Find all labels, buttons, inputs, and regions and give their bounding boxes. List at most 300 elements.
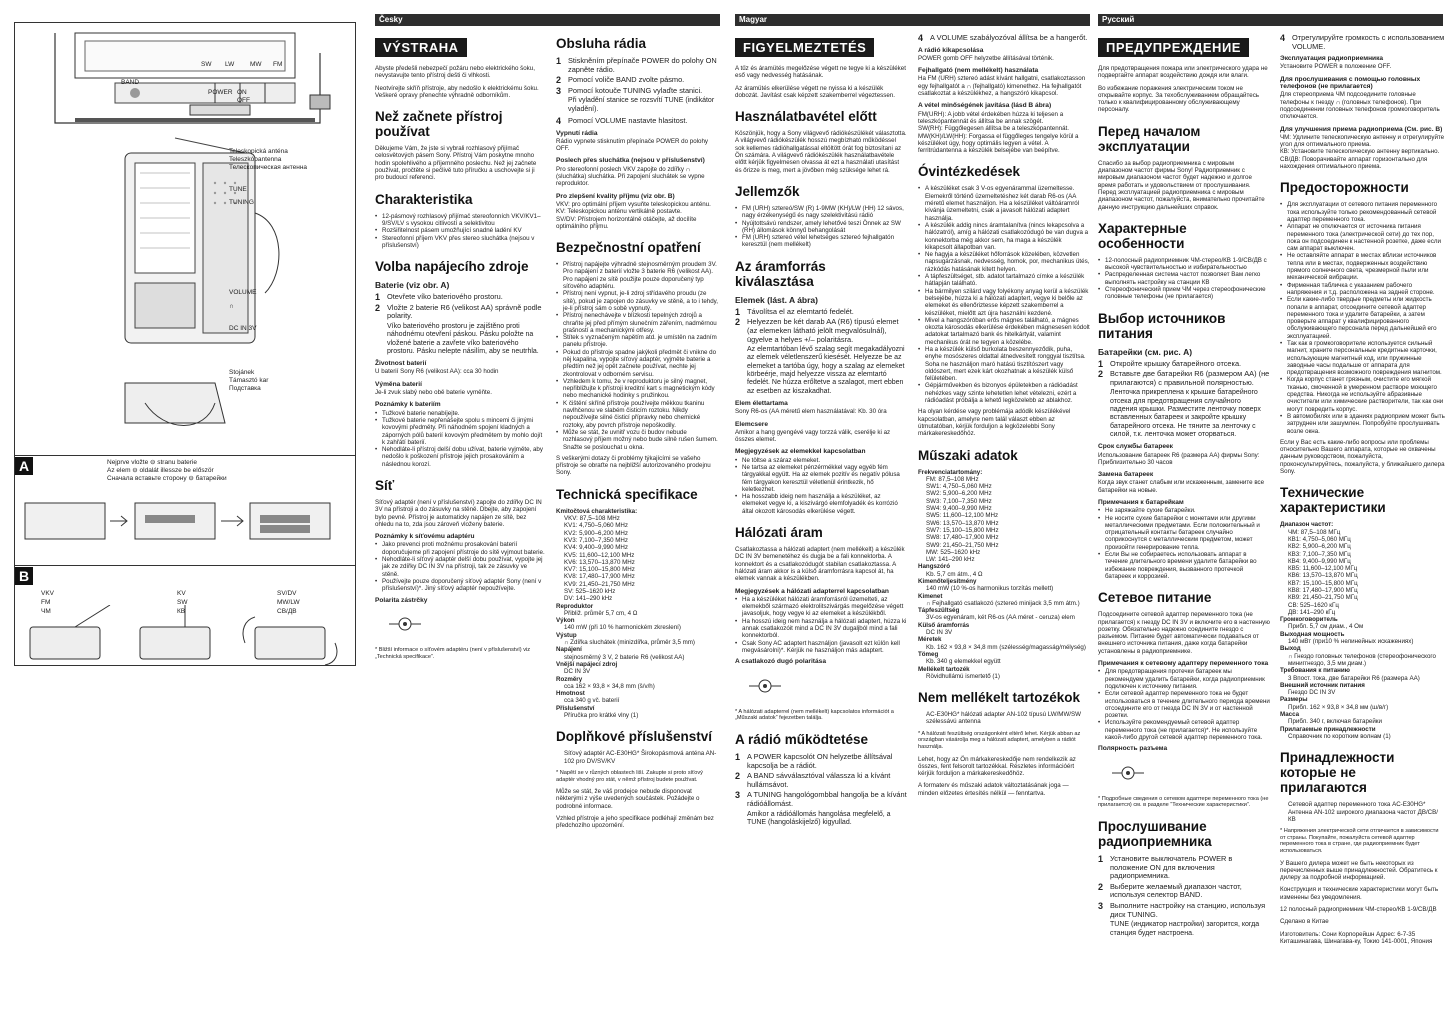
ru-features-list [1098, 257, 1270, 301]
hu-quality-fm: FM(URH): A jobb vétel érdekében húzza ki teljesen a teleszkópantennát és állítsa be annak szögét. [918, 110, 1064, 125]
hu-spec-more [918, 563, 1090, 680]
spec-value: 140 mW (při 10 % harmonickém zkreslení) [564, 624, 681, 632]
cz-notes-heading: Poznámky k bateriím [375, 401, 441, 409]
list-item: • Аппарат не отключается от источника питания переменного тока (электрической сети) до тех пор, пока он подсоединен к настенной розетке, даже если сам аппарат выключен. [1280, 223, 1445, 252]
hu-op-step-2: 2 A BAND sávválasztóval válassza ki a kívánt hullámsávot. [735, 772, 907, 789]
ru-before-text: Спасибо за выбор радиоприемника с мировым диапазоном частот фирмы Sony! Радиоприемник с мировым диапазоном частот будет надежно и долгое время работать и удовольствием от прослушивания. Перед эксплуатацией радиоприемника с мировым диапазоном частот, пожалуйста, внимательно прочитайте данную инструкцию дальнейших справок. [1098, 159, 1265, 211]
ru-features-heading: Характерные особенности [1098, 220, 1187, 251]
hu-headphones-heading: Fejhallgató (nem mellékelt) használata [918, 67, 1039, 75]
step-text: Отрегулируйте громкость с использованием VOLUME. [1292, 34, 1445, 51]
hungarian-column-1 [735, 34, 907, 1024]
hu-warning-text-2: Az áramütés elkerülése végett ne nyissa ki a készülék dobozát. Javítást csak képzett szakemberrel végeztessen. [735, 84, 895, 99]
spec-value: Прибл. 162 × 93,8 × 34,8 мм (ш/в/г) [1288, 703, 1389, 711]
ru-spec-freq-title: Диапазон частот: [1280, 521, 1334, 529]
spec-title: Příslušenství [556, 704, 595, 712]
spec-line: VKV: 87,5–108 MHz [564, 515, 620, 523]
spec-title: Kimenet [918, 592, 943, 600]
spec-line: КВ2: 5,900–6,200 МГц [1288, 543, 1351, 551]
list-item: • Когда корпус станет грязным, очистите его мягкой тканью, смоченной в умеренном растворе моющего средства. Никогда не используйте абразивные очистители или химические растворители, так как они могут повредить корпус. [1280, 376, 1445, 412]
spec-line: SW5: 11,600–12,100 MHz [926, 512, 999, 520]
list-item: • Так как в громкоговорителе используется сильный магнит, храните персональные кредитные карточки, использующие магнитный код, или пружинные заводные часы подальше от аппарата для предотвращения возможного повреждения магнитом. [1280, 340, 1445, 376]
step-text: Pomocí VOLUME nastavte hlasitost. [568, 115, 688, 125]
spec-title: Выход [1280, 645, 1301, 653]
b-sw-label-ru: КВ [177, 608, 186, 615]
cz-safety-list [556, 261, 718, 451]
spec-title: Výkon [556, 617, 575, 625]
cz-before-text: Děkujeme Vám, že jste si vybrali rozhlasový přijímač celosvětových pásem Sony. Přístroj Vám poskytne mnoho hodin spolehlivého a příjemného poslechu. Než jej začnete používat, pročtěte si pečlivě tuto příručku a uschovejte si ji pro budoucí referenci. [375, 145, 537, 182]
spec-line: KV3: 7,100–7,350 MHz [564, 536, 628, 544]
spec-value: cca 162 × 93,8 × 34,8 mm (š/v/h) [564, 682, 655, 690]
polarity-icon [1108, 758, 1148, 788]
czech-column-2 [556, 34, 718, 1024]
spec-title: Требования к питанию [1280, 667, 1350, 675]
cz-features-list [375, 213, 545, 249]
list-item: • Для эксплуатации от сетевого питания переменного тока используйте только рекомендованный сетевой адаптер переменного тока. [1280, 201, 1445, 223]
b-mw-label-ru: СВ/ДВ [277, 608, 297, 615]
list-item: • Не носите сухие батарейки с монетами или другими металлическими предметами. Если положительный и отрицательный контакты батареек случайно соприкоснутся с металлическим предметом, может произойти генерирование тепла. [1098, 515, 1270, 551]
hu-features-heading: Jellemzők [735, 183, 800, 199]
hu-optional-heading: Nem mellékelt tartozékok [918, 690, 1081, 706]
spec-title: Выходная мощность [1280, 630, 1345, 638]
cz-op-step-1: 1 Stiskněním přepínače POWER do polohy ON zapněte rádio. [556, 56, 717, 74]
cz-battery-step-1: 1 Otevřete víko bateriového prostoru. [375, 292, 503, 303]
hu-adapter-heading: Megjegyzések a hálózati adapterrel kapcsolatban [735, 587, 889, 595]
spec-line: KV5: 11,600–12,100 MHz [564, 551, 635, 559]
ru-footnote: * Подробные сведения о сетевом адаптере переменного тока (не прилагается) см. в разделе “Технические характеристики”. [1098, 795, 1269, 809]
hu-optional-text: AC-E30HG* hálózati adapter AN-102 típusú LW/MW/SW szélessávú antenna [926, 711, 1081, 726]
list-item: • Přístroj napájejte výhradně stejnosměrným proudem 3V. Pro napájení z baterií vložte 3 baterie R6 (velikost AA). Pro napájení ze sítě použijte pouze doporučený typ síťového adaptéru. [556, 261, 718, 290]
ru-battery-step-1: 1 Откройте крышку батарейного отсека. [1098, 358, 1242, 369]
spec-value: 140 мВт (при10 % нелинейных искажениях) [1288, 638, 1414, 646]
list-item: • Ha a készüléket hálózati áramforrásról üzemelteti, az elemekből származó elektrolitszivárgás megelőzése végett javasoljuk, hogy vegye ki az elemeket a készülékből. [735, 596, 907, 618]
section-b-marker: B [15, 567, 33, 585]
spec-title: Hangszóró [918, 563, 950, 571]
list-item: • Tužkové baterie nepřenášejte spolu s mincemi či jinými kovovými předměty. Při náhodném spojení kladných a záporných pólů baterií kovovým předmětem by mohlo dojít k zahřátí baterií. [375, 417, 545, 446]
spec-line: ДВ: 141–290 кГц [1288, 608, 1336, 616]
ru-spec-more [1280, 616, 1445, 740]
section-a-marker: A [15, 457, 33, 475]
list-item: • Stereofonní příjem VKV přes stereo sluchátka (nejsou v příslušenství) [375, 235, 545, 250]
spec-line: SW4: 9,400–9,990 MHz [926, 505, 992, 513]
step-text: Helyezzen be két darab AA (R6) típusú elemet (az elemeken látható jelölt megvalósulnál), ügyelve a helyes +/– polaritásra. [747, 317, 899, 344]
spec-title: Külső áramforrás [918, 621, 970, 629]
spec-value: stejnosměrný 3 V, 2 baterie R6 (velikost AA) [564, 653, 685, 661]
cz-life-text: U baterií Sony R6 (velikost AA): cca 30 hodin [375, 368, 499, 376]
hu-features-list [735, 205, 907, 249]
ru-manufacturer: Изготовитель: Сони Корпорейшн Адрес: 6-7-35 Киташинагава, Шинагава-ку, Токио 141-0001, Япония [1280, 930, 1433, 945]
list-item: • Pokud do přístroje spadne jakýkoli předmět či vnikne do něj kapalina, vypojte síťový adaptér, vyjměte baterie a předtím než jej opět začnete používat, nechte jej zkontrolovat v odborném servisu. [556, 349, 718, 378]
list-item: • Používejte pouze doporučený síťový adaptér Sony (není v příslušenství)*. Jiný síťový adaptér nepoužívejte. [375, 578, 545, 593]
spec-line: LW: 141–290 kHz [926, 556, 975, 564]
cz-warning-title: VÝSTRAHA [375, 38, 467, 57]
hu-battery-step-1: 1 Távolítsa el az elemtartó fedelét. [735, 306, 854, 317]
cz-off-text: Rádio vypnete stisknutím přepínače POWER do polohy OFF. [556, 137, 709, 153]
spec-line: KV4: 9,400–9,990 MHz [564, 544, 628, 552]
list-item: • Přístroj není vypnut, je-li zdroj střídavého proudu (ze sítě), pokud je zapojen do zásuvky ve stěně, a to i tehdy, je-li přístroj sám o sobě vypnutý. [556, 290, 718, 312]
spec-value: ∩ Гнездо головных телефонов (стереофонического миниггнездо, 3,5 мм диам.) [1288, 652, 1436, 667]
list-item: • Ne tartsa az elemeket pénzérmékkel vagy egyéb fém tárgyakkal együtt. Ha az elemek pozitív és negatív pólusa fém tárgyakon keresztül véletlenül érintkezik, hő keletkezhet. [735, 464, 907, 493]
list-item: • Если какие-либо твердые предметы или жидкость попали в аппарат, отсоедините сетевой адаптер переменного тока и удалите батарейки, а затем проверьте аппарат у квалифицированного обслуживающего персонала перед дальнейшей его эксплуатацией. [1280, 296, 1445, 340]
list-item: • Gépjárművekben és bizonyos épületekben a rádióadást nehézkes vagy szinte lehetetlen lehet vételezni, ezért a rádióadást próbálja a lehető legközelebb az ablakhoz. [918, 382, 1090, 404]
hu-off-heading: A rádió kikapcsolása [918, 46, 984, 54]
hu-safety-text: Ha olyan kérdése vagy problémája adódik készülékével kapcsolatban, amelyre nem talál választ ebben az útmutatóban, kérjük forduljon a legközelebbi Sony márkakereskedőhöz. [918, 408, 1071, 438]
ru-quality-heading: Для улучшения приема радиоприема (См. рис. B) [1280, 125, 1443, 133]
step-text: A TUNING hangológombbal hangolja be a kívánt rádióállomást. [747, 790, 907, 808]
spec-title: Tömeg [918, 650, 939, 658]
band-label: BAND [121, 79, 140, 86]
hu-off-text: POWER gomb OFF helyzetbe állításával történik. [918, 54, 1054, 62]
hu-net-heading: Hálózati áram [735, 525, 823, 541]
ru-adapter-heading: Примечания к сетевому адаптеру переменного тока [1098, 660, 1269, 668]
spec-title: Внешний источник питания [1280, 681, 1365, 689]
band-lw-label: LW [225, 61, 235, 68]
spec-line: SW8: 17,480–17,900 MHz [926, 534, 999, 542]
hu-op-step-3-note: Amikor a rádióállomás hangolása megfelelő, a TUNE (hangoláskijelző) kigyullad. [747, 810, 891, 826]
spec-line: КВ5: 11,600–12,100 МГц [1288, 565, 1358, 573]
russian-column-1 [1098, 34, 1270, 1024]
cz-replace-text: Je-li zvuk slabý nebo obě baterie vyměňte. [375, 389, 492, 397]
list-item: • FM (URH) sztereó/SW (R) 1-9MW (KH)/LW (HH) 12 sávos, nagy érzékenységű és nagy szelektivitású rádió [735, 205, 907, 220]
russian-column-2 [1280, 34, 1445, 1024]
spec-value: DC IN 3V [564, 668, 591, 676]
spec-title: Napájení [556, 646, 582, 654]
hu-replace-heading: Elemcsere [735, 420, 768, 428]
ru-life-text: Использование батареек R6 (размера AA) фирмы Sony: Приблизительно 30 часов [1098, 451, 1260, 466]
stand-label-hu: Támasztó kar [229, 377, 269, 384]
cz-safety-text: S veškerými dotazy či problémy týkajícími se vašeho přístroje se obraťte na nejbližší autorizovaného prodejnu Sony. [556, 454, 711, 477]
hu-quality-sw: SW(RH): Függőlegesen állítsa be a teleszkópantennát. [918, 125, 1069, 133]
spec-value: Rövidhullámú ismertető (1) [926, 672, 1000, 680]
cz-life-heading: Životnost baterií [375, 360, 427, 368]
step-text: A VOLUME szabályozóval állítsa be a hangerőt. [930, 34, 1088, 42]
ru-headphones-text: Для стереоприема ЧМ подсоедините головные телефоны к гнезду ∩ (головных телефонов). При подсоединении головных телефонов громкоговоритель отключается. [1280, 91, 1440, 121]
ru-optional-heading: Принадлежности которые не прилагаются [1280, 750, 1395, 796]
list-item: • Ha bármilyen szilárd vagy folyékony anyag kerül a készülék belsejébe, húzza ki a hálózati adaptert, vegye ki belőle az elemeket és ellenőriztesse képzett szakemberrel a készüléket, mielőtt azt újra használni kezdené. [918, 288, 1090, 317]
ru-safety-heading: Предосторожности [1280, 180, 1409, 196]
spec-line: СВ: 525–1620 кГц [1288, 601, 1339, 609]
spec-line: SW7: 15,100–15,800 MHz [926, 526, 999, 534]
hu-quality-heading: A vétel minőségének javítása (lásd B ábra) [918, 102, 1052, 110]
spec-value: 140 mW (10 %-os harmonikus torzítás mellett) [926, 585, 1054, 593]
battery-instruction-hu: Az elem ⊖ oldalát illessze be először [107, 467, 214, 474]
spec-line: SW3: 7,100–7,350 MHz [926, 497, 992, 505]
hu-safety-list [918, 185, 1090, 404]
spec-line: КВ1: 4,750–5,060 МГц [1288, 535, 1351, 543]
ru-off-heading: Эксплуатация радиоприемника [1280, 55, 1384, 63]
spec-line: DV: 141–290 kHz [564, 595, 613, 603]
list-item: • Фирменная табличка с указанием рабочего напряжения и т.д. расположена на задней стороне. [1280, 282, 1445, 297]
spec-line: KV1: 4,750–5,060 MHz [564, 522, 628, 530]
cz-optional-text: Síťový adaptér AC-E30HG* Širokopásmová anténa AN-102 pro DV/SV/KV [564, 750, 717, 765]
cz-warning-text-1: Abyste předešli nebezpečí požáru nebo elektrického šoku, nevystavujte tento přístroj dešti či vlhkosti. [375, 65, 535, 80]
cz-battery-heading: Baterie (viz obr. A) [375, 280, 450, 291]
ru-adapter-list [1098, 668, 1270, 741]
cz-headphones-text: Pro stereofonní poslech VKV zapojte do zdířky ∩ (sluchátka) sluchátka. Při zapojení sluchátek se vypne reproduktor. [556, 165, 705, 188]
ru-op-step-3: 3 Выполните настройку на станцию, используя диск TUNING. [1098, 902, 1270, 919]
hu-before-heading: Használatbavétel előtt [735, 109, 877, 125]
step-text: Távolítsa el az elemtartó fedelét. [747, 306, 854, 316]
hu-spec-heading: Műszaki adatok [918, 447, 1018, 463]
spec-line: ЧМ: 87,5–108 МГц [1288, 528, 1341, 536]
list-item: • Ne hagyja a készüléket hőforrások közelében, közvetlen napsugárzásnak, nedvesség, homok, por, mechanikus ütés, rázkódás hatásának kitett helyen. [918, 251, 1090, 273]
cz-optional-note: * Napětí se v různých oblastech liší. Zakupte si proto síťový adaptér vhodný pro stát, v němž přístroj budete používat. [556, 769, 703, 783]
list-item: • Используйте рекомендуемый сетевой адаптер переменного тока (не прилагается)*. Не используйте какой-либо другой сетевой адаптер переменного тока. [1098, 719, 1270, 741]
list-item: • Ha hosszabb ideig nem használja a készüléket, az elemeket vegye ki, a kiszivárgó elemfolyadék és korrózió által okozott károsodás elkerülése végett. [735, 493, 907, 515]
spec-title: Hmotnost [556, 690, 585, 698]
cz-off-heading: Vypnutí rádia [556, 129, 598, 137]
ru-optional-text: Сетевой адаптер переменного тока AC-E30HG* Антенна AN-102 широкого диапазона частот ДВ/СВ/КВ [1288, 801, 1438, 823]
cz-op-step-2: 2 Pomocí voliče BAND zvolte pásmo. [556, 75, 685, 86]
list-item: • Ha hosszú ideig nem használja a hálózati adaptert, húzza ki annak csatlakozóit mind a DC IN 3V dugaljból mind a fali konnektorból. [735, 618, 907, 640]
ru-op-step-1: 1 Установите выключатель POWER в положение ON для включения радиоприемника. [1098, 855, 1270, 881]
cz-optional-text-2: Může se stát, že váš prodejce nebude disponovat některými z výše uvedených součástek. Požádejte o podrobné informace. [556, 788, 700, 810]
b-fm-label-hu: FM [41, 599, 51, 606]
list-item: • Распределенная система частот позволяет Вам легко выполнять настройку на станции КВ [1098, 271, 1270, 286]
ru-power-heading: Выбор источников питания [1098, 310, 1226, 341]
step-text: Pomocí kotouče TUNING vylaďte stanici. [568, 85, 703, 95]
list-item: • A készüléket csak 3 V-os egyenárammal üzemeltesse. Elemekről történő üzemeltetéshez két darab R6-os (AA méretű elemet használjon. Ha a készüléket váltóáramról kívánja üzemeltetni, csak a javasolt hálózati adaptert használja. [918, 185, 1090, 221]
antenna-label-ru: Телескопическая антенна [229, 164, 308, 171]
list-item: • Стереофонический прием ЧМ через стереофонические головные телефоны (не прилагается) [1098, 286, 1270, 301]
cz-battery-step-2-note: Víko bateriového prostoru je zajištěno proti náhodnému otevření páskou. Pásku položte na vložené baterie a zavřete víko bateriového prostoru. Pásku nelepte násilím, aby se neutrhla. [387, 322, 539, 355]
spec-value: ∩ Fejhallgató csatlakozó (sztereó minijack 3,5 mm átm.) [926, 599, 1080, 607]
cz-net-text: Síťový adaptér (není v příslušenství) zapojte do zdířky DC IN 3V na přístroji a do zásuvky na stěně. Dbejte, aby zapojení bylo pevné. Přístroj je automaticky napájen ze sítě, bez ohledu na to, zda jsou zároveň vloženy baterie. [375, 498, 542, 528]
spec-line: KV9: 21,450–21,750 MHz [564, 580, 635, 588]
cz-spec-heading: Technická specifikace [556, 486, 698, 502]
cz-optional-text-3: Vzhled přístroje a jeho specifikace podléhají změnám bez předchozího upozornění. [556, 815, 714, 830]
spec-title: Reproduktor [556, 602, 594, 610]
list-item: • Jako prevenci proti možnému prosakování baterií doporučujeme při zapojení přístroje do sítě vyjmout baterie. [375, 541, 545, 556]
ru-battery-step-2-note: Ленточка прикреплена к крышке батарейного отсека для предотвращения случайного падения крышки. Разместите ленточку поверх вставленных батареек и закройте крышку батарейного отсека. Не тяните за ленточку с силой, т.к. ленточка может оторваться. [1110, 389, 1261, 438]
hu-adapter-list [735, 596, 907, 654]
hungarian-column-2 [918, 34, 1090, 1024]
spec-line: MW: 525–1620 kHz [926, 548, 981, 556]
hu-spec-freq-list [918, 476, 1090, 564]
hu-quality-mw: MW(KH)/LW(HH): Forgassa el függőleges tengelye körül a készüléket úgy, hogy optimális legyen a vétel. A ferritrúdantenna a készülék belsejébe van beépítve. [918, 132, 1079, 155]
spec-value: Справочник по коротким волнам (1) [1288, 732, 1391, 740]
list-item: • Ne töltse a száraz elemeket. [735, 457, 907, 464]
tuning-label: TUNING [229, 199, 254, 206]
hu-footnote: * A hálózati adapterrel (nem mellékelt) kapcsolatos információt a „Műszaki adatok“ fejezetben találja. [735, 708, 894, 722]
radio-body-illustration [15, 133, 355, 453]
list-item: • Přístroj nenechávejte v blízkosti tepelných zdrojů a chraňte jej před přímým slunečním zářením, nadměrnou prašností a mechanickými otřesy. [556, 312, 718, 334]
power-on-label: ON [237, 89, 247, 96]
volume-label: VOLUME [229, 289, 257, 296]
cz-optional-heading: Doplňkové příslušenství [556, 729, 713, 745]
spec-line: КВ3: 7,100–7,350 МГц [1288, 550, 1351, 558]
spec-title: Vnější napájecí zdroj [556, 660, 618, 668]
spec-title: Масса [1280, 711, 1300, 719]
hu-before-text: Köszönjük, hogy a Sony világvevő rádiókészülékét választotta. A világvevő rádiókészülék hosszú megbízható működéssel sok kellemes rádióhallgatással eltöltött órát fog biztosítani az Ön számára. A világvevő rádiókészülék használatbavétele előtt kérjük figyelmesen olvassa át ezt a használati utasítást és őrizze is meg, mert a jövőben még szüksége lehet rá. [735, 130, 907, 174]
step-text: Откройте крышку батарейного отсека. [1110, 358, 1242, 368]
ru-quality-fm: ЧМ: Удлините телескопическую антенну и отрегулируйте угол для оптимального приема. [1280, 133, 1445, 149]
ru-polarity-label: Полярность разъема [1098, 745, 1168, 753]
spec-value: Příručka pro krátké vlny (1) [564, 712, 639, 720]
hu-replace-text: Amikor a hang gyengévé vagy torzzá válik, cserélje ki az összes elemet. [735, 428, 891, 444]
list-item: • A tápfeszültséget, stb. adatot tartalmazó címke a készülék hátlapján található. [918, 273, 1090, 288]
cz-before-heading: Než začnete přístroj používat [375, 109, 503, 140]
spec-value: DC IN 3V [926, 629, 953, 637]
list-item: • 12-pásmový rozhlasový přijímač stereofonních VKV/KV1–9/SV/LV s vysokou citlivostí a selektivitou [375, 213, 545, 228]
cz-spec-freq-list [556, 515, 718, 603]
hu-power-heading: Az áramforrás kiválasztása [735, 258, 826, 289]
spec-line: SW9: 21,450–21,750 MHz [926, 541, 999, 549]
spec-line: KV2: 5,900–6,200 MHz [564, 529, 628, 537]
cz-polarity-label: Polarita zástrčky [375, 596, 428, 604]
spec-value: Přibliž. průměr 5,7 cm, 4 Ω [564, 609, 638, 617]
ru-notes-heading: Примечания к батарейкам [1098, 498, 1184, 506]
band-sw-label: SW [201, 61, 212, 68]
ru-warning-title: ПРЕДУПРЕЖДЕНИЕ [1098, 38, 1249, 57]
dcin-label: DC IN 3V [229, 325, 257, 332]
polarity-icon [745, 671, 785, 701]
list-item: • Rozšiřitelnost pásem umožňující snadné ladění KV [375, 227, 545, 234]
stand-label-cz: Stojánek [229, 369, 255, 376]
spec-value: ∩ Zdířka sluchátek (minizdířka, průměr 3,5 mm) [564, 639, 695, 647]
band-fm-label: FM [273, 61, 283, 68]
spec-title: Mellékelt tartozék [918, 665, 970, 673]
b-fm-label-cz: VKV [41, 590, 55, 597]
spec-line: КВ9: 21,450–21,750 МГц [1288, 594, 1358, 602]
cz-quality-fm: VKV: pro optimální příjem vysuňte teleskopickou anténu. [556, 200, 711, 208]
list-item: • Если сетевой адаптер переменного тока не будет использоваться в течение длительного периода времени отсоедините его от гнезда DC IN 3V и от настенной розетки. [1098, 690, 1270, 719]
ru-operation-heading: Прослушивание радиоприемника [1098, 819, 1212, 850]
hu-spec-freq-title: Frekvenciatartomány: [918, 468, 983, 476]
step-text: Выполните настройку на станцию, используя диск TUNING. [1110, 901, 1266, 919]
step-text: A POWER kapcsolót ON helyzetbe állítsával kapcsolja be a rádiót. [747, 752, 893, 770]
step-text: Vložte 2 baterie R6 (velikost AA) správně podle polarity. [387, 302, 542, 321]
spec-value: Kb. 5,7 cm átm., 4 Ω [926, 570, 983, 578]
list-item: • Не заряжайте сухие батарейки. [1098, 507, 1270, 514]
russian-header: Русский [1098, 14, 1443, 26]
cz-quality-mw: SV/DV: Přístrojem horizontálně otáčejte, až docílíte optimálního příjmu. [556, 215, 697, 230]
cz-adapter-heading: Poznámky k síťovému adaptéru [375, 533, 475, 541]
battery-instruction-ru: Сначала вставьте сторону ⊖ батарейки [107, 475, 227, 482]
battery-steps-illustration [15, 485, 355, 555]
ru-quality-mw: СВ/ДВ: Поворачивайте аппарат горизонтально для нахождения оптимального приема. [1280, 155, 1428, 171]
ru-life-heading: Срок службы батареек [1098, 443, 1173, 451]
cz-op-step-4: 4 Pomocí VOLUME nastavte hlasitost. [556, 115, 688, 126]
cz-footnote: * Bližší informace o síťovém adaptéru (není v příslušenství) viz „Technická specifikace“. [375, 647, 531, 660]
hu-optional-text-3: A formaterv és műszaki adatok változtatásának joga — minden előzetes értesítés nélkül — fenntartva. [918, 782, 1069, 797]
ru-net-heading: Сетевое питание [1098, 590, 1212, 606]
tune-label: TUNE [229, 186, 247, 193]
hu-warning-title: FIGYELMEZTETÉS [735, 38, 874, 57]
spec-line: КВ4: 9,400–9,990 МГц [1288, 557, 1351, 565]
spec-value: Kb. 162 × 93,8 × 34,8 mm (szélesség/magasság/mélység) [926, 643, 1086, 651]
list-item: • Csak Sony AC adaptert használjon (javasolt ezt külön kell megvásárolni)*. Kérjük ne használjon más adaptert. [735, 640, 907, 655]
hu-safety-heading: Óvintézkedések [918, 164, 1021, 180]
cz-quality-heading: Pro zlepšení kvality příjmu (viz obr. B) [556, 192, 675, 200]
cz-features-heading: Charakteristika [375, 191, 473, 207]
ru-made-in: Сделано в Китае [1280, 918, 1329, 926]
ru-optional-text-2: У Вашего дилера может не быть некоторых из перечисленных выше принадлежностей. Обратитесь к дилеру за подробной информацией. [1280, 859, 1438, 882]
hu-battery-heading: Elemek (lást. A ábra) [735, 294, 818, 305]
list-item: • Nehodláte-li síťový adaptér delší dobu používat, vypojte jej jak ze zdířky DC IN 3V na přístroji, tak ze zásuvky ve stěně. [375, 556, 545, 578]
spec-title: Kimenőteljesítmény [918, 578, 977, 585]
step-text: Установите выключатель POWER в положение ON для включения радиоприемника. [1110, 854, 1233, 881]
list-item: • Tužkové baterie nenabíjejte. [375, 410, 545, 417]
spec-line: SV: 525–1620 kHz [564, 588, 616, 595]
czech-header: Česky [375, 14, 720, 26]
hu-headphones-text: Ha FM (URH) sztereó adást kívánt hallgatni, csatlakoztasson egy fejhallgatót a ∩ (fejhallgató) kimenethez. Ha fejhallgatót csatlakoztat a készülékhez, a hangszóró kikapcsol. [918, 75, 1086, 98]
cz-headphones-heading: Poslech přes sluchátka (nejsou v příslušenství) [556, 157, 705, 165]
hu-notes-heading: Megjegyzések az elemekkel kapcsolatban [735, 448, 866, 456]
cz-notes-list [375, 410, 545, 468]
ru-before-heading: Перед началом эксплуатации [1098, 123, 1201, 154]
hu-polarity-label: A csatlakozó dugó polaritása [735, 658, 826, 666]
hungarian-header: Magyar [735, 14, 1090, 26]
czech-column-1 [375, 34, 545, 1024]
spec-title: Méretek [918, 636, 942, 644]
list-item: • Štítek s vyznačeným napětím atd. je umístěn na zadním panelu přístroje. [556, 334, 718, 349]
spec-line: КВ7: 15,100–15,800 МГц [1288, 579, 1358, 587]
band-mw-label: MW [250, 61, 262, 68]
cz-op-step-3-note: Při vyladění stanice se rozsvítí TUNE (indikátor vyladění). [568, 97, 715, 113]
list-item: • Ha a készülék külső burkolata beszennyeződik, puha, enyhe mosószeres oldattal átnedvesített ronggyal tisztítsa. Soha ne használjon maró hatású tisztítószert vagy oldószert, mert ezek kárt okozhatnak a készülék külső felületében. [918, 346, 1090, 382]
spec-title: Громкоговоритель [1280, 616, 1338, 624]
headphone-jack-label: ∩ [229, 303, 234, 310]
spec-line: SW6: 13,570–13,870 MHz [926, 519, 999, 527]
hu-operation-heading: A rádió működtetése [735, 732, 869, 747]
list-item: • Nyújtottsávú rendszer, amely lehetővé teszi Önnek az SW (RH) állomások könnyű behangolását [735, 220, 907, 235]
spec-title: Размеры [1280, 696, 1308, 704]
step-text: Выберите желаемый диапазон частот, используя селектор BAND. [1110, 881, 1242, 900]
spec-value: cca 340 g vč. baterií [564, 697, 620, 705]
b-mw-label-hu: MW/LW [277, 599, 300, 606]
spec-value: Гнездо DC IN 3V [1288, 689, 1336, 697]
ru-model-text: 12 полосный радиоприемник ЧМ-стерео/КВ 1-9/СВ/ДВ [1280, 905, 1437, 913]
list-item: • A készülék addig nincs áramtalanítva (nincs lekapcsolva a hálózatról), amíg a hálózati csatlakozódugó be van dugva a konnektorba még akkor sem, ha maga a készülék kikapcsolt állapotban van. [918, 222, 1090, 251]
hu-notes-list [735, 457, 907, 515]
spec-title: Výstup [556, 631, 577, 639]
step-text: Pomocí voliče BAND zvolte pásmo. [568, 75, 685, 85]
ru-warning-text-2: Во избежание поражения электрическим током не открывайте корпус. За техобслуживанием обращайтесь только к квалифицированному обслуживающему персоналу. [1098, 84, 1260, 114]
list-item: • Může se stát, že uvnitř vozu či budov nebude rozhlasový příjem možný nebo bude silně rušen šumem. Snažte se poslouchat u okna. [556, 429, 718, 451]
spec-line: FM: 87,5–108 MHz [926, 475, 979, 483]
list-item: • 12-полосный радиоприемник ЧМ-стерео/КВ 1-9/СВ/ДВ с высокой чувствительностью и избирательностью [1098, 257, 1270, 272]
spec-title: Rozměry [556, 675, 583, 683]
ru-spec-heading: Технические характеристики [1280, 485, 1386, 516]
step-text: A BAND sávválasztóval válassza ki a kívánt hullámsávot. [747, 771, 891, 789]
battery-instruction-cz: Nejprve vložte ⊖ stranu baterie [107, 459, 197, 466]
spec-title: Прилагаемые принадлежности [1280, 725, 1376, 733]
b-mw-label-cz: SV/DV [277, 590, 297, 597]
step-text: Otevřete víko bateriového prostoru. [387, 292, 503, 302]
antenna-label-cz: Teleskopická anténa [229, 148, 288, 155]
cz-power-heading: Volba napájecího zdroje [375, 259, 529, 275]
cz-quality-sw: KV: Teleskopickou anténu vertikálně postavte. [556, 208, 682, 216]
spec-line: KV8: 17,480–17,900 MHz [564, 573, 635, 581]
list-item: • В автомобилях или в зданиях радиоприем может быть затруднен или зашумлен. Попробуйте прослушивать возле окна. [1280, 413, 1445, 435]
hu-battery-step-2: 2 Helyezzen be két darab AA (R6) típusú elemet (az elemeken látható jelölt megvalósulnál), ügyelve a helyes +/– polaritásra. [735, 318, 907, 344]
spec-line: SW1: 4,750–5,060 MHz [926, 483, 992, 491]
list-item: • Mivel a hangszóróban erős mágnes található, a mágnes okozta károsodás elkerülése érdekében mágnesesen kódolt adatokat tartalmazó bank és hitelkártyát, valamint mechanikus órát ne tegyen a közelébe. [918, 317, 1090, 346]
ru-off-text: Установите POWER в положение OFF. [1280, 63, 1392, 71]
list-item: • Vzhledem k tomu, že v reproduktoru je silný magnet, nepřibližujte k přístroji kreditní kart s magnetickým kódy nebo mechanické hodinky s pružinkou. [556, 378, 718, 400]
cz-battery-step-2: 2 Vložte 2 baterie R6 (velikost AA) správně podle polarity. [375, 304, 545, 321]
ru-op-step-4: 4 Отрегулируйте громкость с использованием VOLUME. [1280, 34, 1445, 51]
b-sw-label-cz: KV [177, 590, 186, 597]
spec-value: Kb. 340 g elemekkel együtt [926, 658, 1001, 666]
ru-notes-list [1098, 507, 1270, 580]
ru-quality-sw: КВ: Установите телескопическую антенну вертикально. [1280, 148, 1440, 156]
cz-operation-heading: Obsluha rádia [556, 36, 647, 51]
power-off-label: OFF [237, 97, 250, 104]
cz-warning-text-2: Neotvírejte skříň přístroje, aby nedošlo k elektrickému šoku. Veškeré opravy přenechte výhradně odborníkům. [375, 84, 539, 99]
ru-op-step-2: 2 Выберите желаемый диапазон частот, используя селектор BAND. [1098, 883, 1270, 900]
list-item: • K čištění skříně přístroje používejte měkkou tkaninu navlhčenou ve slabém čisticím roztoku. Nikdy nepoužívejte silné čisticí přípravky nebo chemické roztoky, aby povrch přístroje nepoškodily. [556, 400, 718, 429]
